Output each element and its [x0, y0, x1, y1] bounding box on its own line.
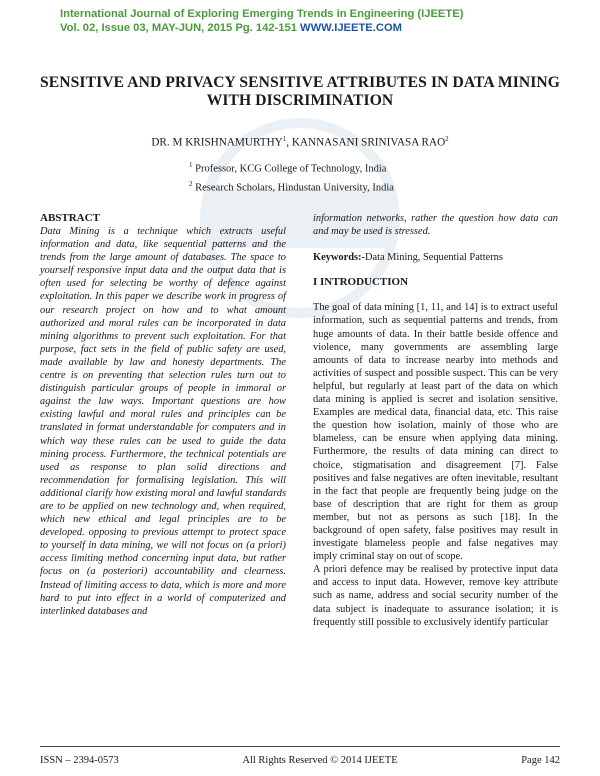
abstract-heading: ABSTRACT: [40, 212, 100, 224]
footer-page-number: Page 142: [521, 755, 560, 766]
journal-issue-line: [60, 22, 560, 36]
keywords-label: Keywords:-: [313, 252, 365, 264]
journal-title: International Journal of Exploring Emerging Trends in Engineering (IJEETE): [60, 8, 464, 20]
author-2: KANNASANI SRINIVASA RAO: [291, 136, 446, 149]
affiliations: [189, 158, 394, 195]
paper-title: SENSITIVE AND PRIVACY SENSITIVE ATTRIBUTES IN DATA MINING WITH DISCRIMINATION: [40, 74, 560, 109]
keywords-text: Data Mining, Sequential Patterns: [364, 252, 503, 264]
journal-header: [60, 8, 560, 35]
journal-url[interactable]: WWW.IJEETE.COM: [300, 21, 402, 34]
footer-rule: [40, 746, 560, 747]
author-2-sup: 2: [445, 135, 449, 143]
intro-paragraph-2: A priori defence may be realised by protective input data and access to input data. However, remove key attribute such as name, address and social security number of the data subject is inadequate to assurance isolation; it is frequently still possible to exclusively identify particular: [313, 564, 558, 628]
author-1-sup: 1: [282, 135, 287, 143]
affiliation-2: $^2$ Research Scholars, Hindustan University, India: [189, 179, 394, 193]
right-column: [313, 212, 558, 629]
issue-info: Vol. 02, Issue 03, MAY-JUN, 2015 Pg. 142-151: [60, 21, 297, 34]
footer-issn: ISSN – 2394-0573: [40, 755, 119, 766]
section-heading-introduction: I INTRODUCTION: [313, 276, 409, 289]
keywords: [313, 251, 558, 264]
introduction-body: [313, 301, 558, 628]
abstract-continuation: information networks, rather the question how data can and may be used is stressed.: [313, 213, 558, 238]
page-footer: [40, 755, 560, 766]
left-column: [40, 212, 286, 618]
affiliation-1: $^1$ Professor, KCG College of Technology, India: [189, 161, 387, 175]
abstract-text: Data Mining is a technique which extracts useful information and data, like sequential patterns and the trends from the large amount of databases. The space to yourself responsive input data and the output data that is often used for selecting be worthy of defence against exploitation. In this paper we describe work in progress of our research project on how and to what amount authorized and moral rules can be incorporated in data mining algorithms to prevent such exploitation. For that purpose, fact sets in the field of public safety are used, made available by law and honesty departments. The centre is on preventing that selection rules turn out to distinguish particular groups of people in immoral or against the law ways. Important questions are how existing lawful and moral rules and principles can be translated in format understandable for computers and in which way these rules can be used to guide the data mining process. Furthermore, the technical potentials are used as response to plan solid directions and recommendation for formalising legislation. This will additional clarify how existing moral and lawful standards are to be applied on new technology and, when required, which new ethical and legal principles are to be developed. opposing to previous attempt to protect space to yourself in data mining, we will not focus on (a priori) access limiting method concerning input data, but rather focus on (a posteriori) accountability and clearness. Instead of limiting access to data, which is more and more hard to put into effect in a world of computerized and interlinked databases and: [40, 226, 286, 617]
author-1: DR. M KRISHNAMURTHY: [151, 136, 283, 149]
author-line: DR. M KRISHNAMURTHY$^1$, KANNASANI SRINIVASA RAO$^2$: [151, 135, 449, 149]
footer-rights: All Rights Reserved © 2014 IJEETE: [242, 755, 398, 766]
intro-paragraph-1: The goal of data mining [1, 11, and 14] is to extract useful information, such as sequential patterns and trends, from huge amounts of data. In their battle beside offence and violence, many governments are assembling large amounts of data to increase nearby into methods and activities of suspect and possible suspect. This can be very helpful, but regularly at least part of the data on which data mining is applied is secret and isolation sensitive. Examples are medical data, financial data, etc. This raise the question how isolation, mainly of those who are blameless, can be ensure when applying data mining. Furthermore, the results of data mining can direct to choice, stigmatisation and disagreement [7]. False positives and false negatives are often inevitable, resultant in the fact that people are frequently being judge on the base of description that are right for them as group member, but not as persons as such [18]. In the background of open safety, false positives may result in investigate blameless people and false negatives may imply criminal stay on out of scope.: [313, 302, 558, 563]
